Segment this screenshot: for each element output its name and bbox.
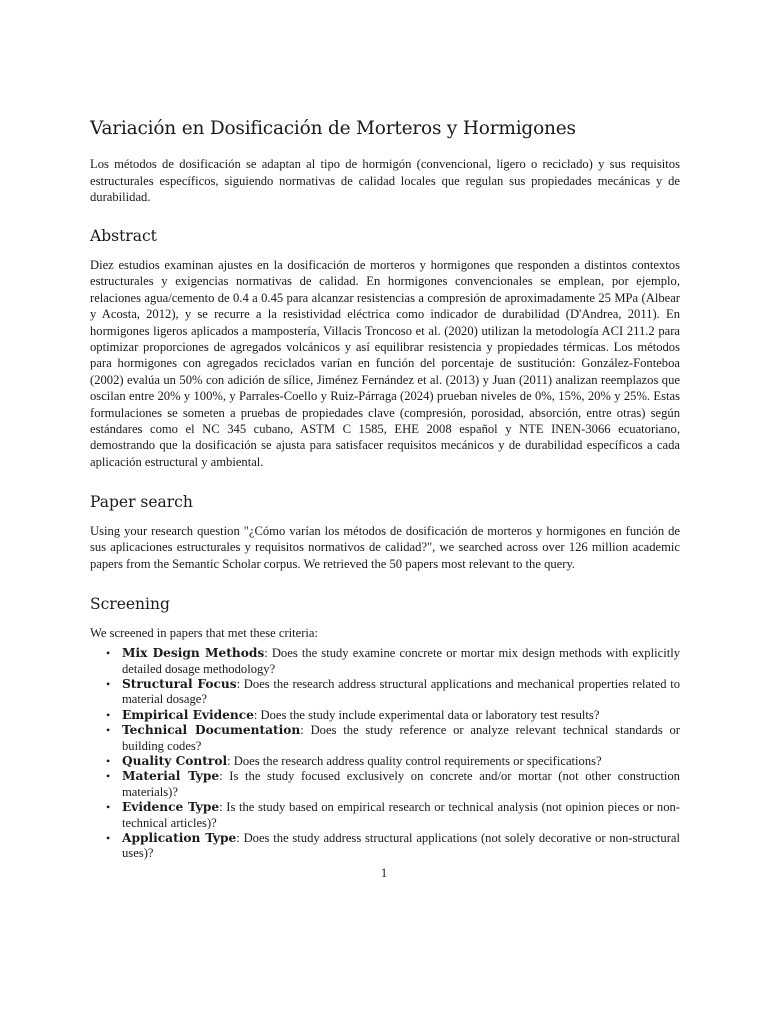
criterion-item bbox=[90, 769, 680, 800]
criterion-text: : Does the study examine concrete or mortar mix design methods with explicitly detailed dosage methodology? bbox=[122, 646, 680, 676]
criterion-item bbox=[90, 708, 680, 723]
bullet-icon: • bbox=[106, 676, 111, 691]
document-title: Variación en Dosificación de Morteros y Hormigones bbox=[90, 118, 576, 139]
intro-paragraph: Los métodos de dosificación se adaptan al tipo de hormigón (convencional, ligero o reciclado) y sus requisitos estructurales específicos, siguiendo normativas de calidad locales que regulan sus propiedades mecánicas y de durabilidad. bbox=[90, 157, 680, 204]
paper-search-heading: Paper search bbox=[90, 493, 193, 512]
bullet-icon: • bbox=[106, 800, 111, 815]
criterion-text: : Does the study reference or analyze relevant technical standards or building codes? bbox=[122, 723, 681, 753]
criterion-text: : Does the research address structural applications and mechanical properties related to material dosage? bbox=[122, 676, 680, 707]
criterion-term: Application Type bbox=[122, 830, 237, 845]
page-number: 1 bbox=[380, 866, 388, 880]
bullet-icon: • bbox=[106, 723, 111, 738]
abstract-heading: Abstract bbox=[90, 227, 157, 246]
bullet-icon: • bbox=[106, 769, 111, 784]
criterion-term: Material Type bbox=[122, 769, 220, 784]
screening-heading: Screening bbox=[90, 595, 170, 614]
criterion-text: : Does the study address structural applications (not solely decorative or non-structural uses)? bbox=[122, 830, 681, 861]
criterion-text: : Does the study include experimental data or laboratory test results? bbox=[253, 707, 600, 722]
criterion-term: Structural Focus bbox=[122, 676, 237, 691]
screening-intro: We screened in papers that met these criteria: bbox=[90, 625, 319, 640]
bullet-icon: • bbox=[106, 646, 111, 661]
bullet-icon: • bbox=[106, 707, 111, 722]
bullet-icon: • bbox=[106, 830, 111, 845]
criterion-item bbox=[90, 646, 680, 677]
criterion-term: Mix Design Methods bbox=[122, 646, 265, 661]
criterion-term: Technical Documentation bbox=[122, 723, 301, 738]
criterion-text: : Is the study focused exclusively on concrete and/or mortar (not other construction materials)? bbox=[122, 769, 680, 799]
criterion-item bbox=[90, 677, 680, 708]
criterion-text: : Is the study based on empirical research or technical analysis (not opinion pieces or non-technical articles)? bbox=[122, 800, 680, 830]
criterion-text: : Does the research address quality control requirements or specifications? bbox=[227, 753, 602, 768]
criterion-term: Quality Control bbox=[122, 753, 228, 768]
paper-search-paragraph: Using your research question "¿Cómo varían los métodos de dosificación de morteros y hormigones en función de sus aplicaciones estructurales y requisitos normativos de calidad?", we searched across over 126 million academic papers from the Semantic Scholar corpus. We retrieved the 50 papers most relevant to the query. bbox=[90, 523, 680, 571]
criterion-term: Empirical Evidence bbox=[122, 707, 254, 722]
criterion-item bbox=[90, 723, 680, 754]
criterion-item bbox=[90, 800, 680, 831]
page-content bbox=[90, 118, 680, 862]
abstract-paragraph: Diez estudios examinan ajustes en la dosificación de morteros y hormigones que responden a distintos contextos estructurales y exigencias normativas de calidad. En hormigones convencionales se emplean, por ejemplo, relaciones agua/cemento de 0.4 a 0.45 para alcanzar resistencias a compresión de aproximadamente 25 MPa (Albear y Acosta, 2012), y se recurre a la resistividad eléctrica como indicador de durabilidad (D'Andrea, 2011). En hormigones ligeros aplicados a mampostería, Villacis Troncoso et al. (2020) utilizan la metodología ACI 211.2 para optimizar proporciones de agregados volcánicos y así equilibrar resistencia y propiedades térmicas. Los métodos para hormigones con agregados reciclados varían en función del porcentaje de sustitución: González-Fonteboa (2002) evalúa un 50% con adición de sílice, Jiménez Fernández et al. (2013) y Juan (2011) analizan reemplazos que oscilan entre 20% y 100%, y Parrales-Coello y Ruiz-Párraga (2024) prueban niveles de 0%, 15%, 20% y 25%. Estas formulaciones se someten a pruebas de propiedades clave (compresión, porosidad, absorción, entre otras) según estándares como el NC 345 cubano, ASTM C 1585, EHE 2008 español y NTE INEN-3066 ecuatoriano, demostrando que la dosificación se ajusta para satisfacer requisitos mecánicos y de durabilidad específicos a cada aplicación estructural y ambiental. bbox=[90, 258, 680, 469]
bullet-icon: • bbox=[106, 753, 111, 768]
criterion-item bbox=[90, 831, 680, 862]
screening-criteria-list bbox=[90, 646, 680, 862]
criterion-term: Evidence Type bbox=[122, 800, 220, 815]
criterion-item bbox=[90, 754, 680, 769]
